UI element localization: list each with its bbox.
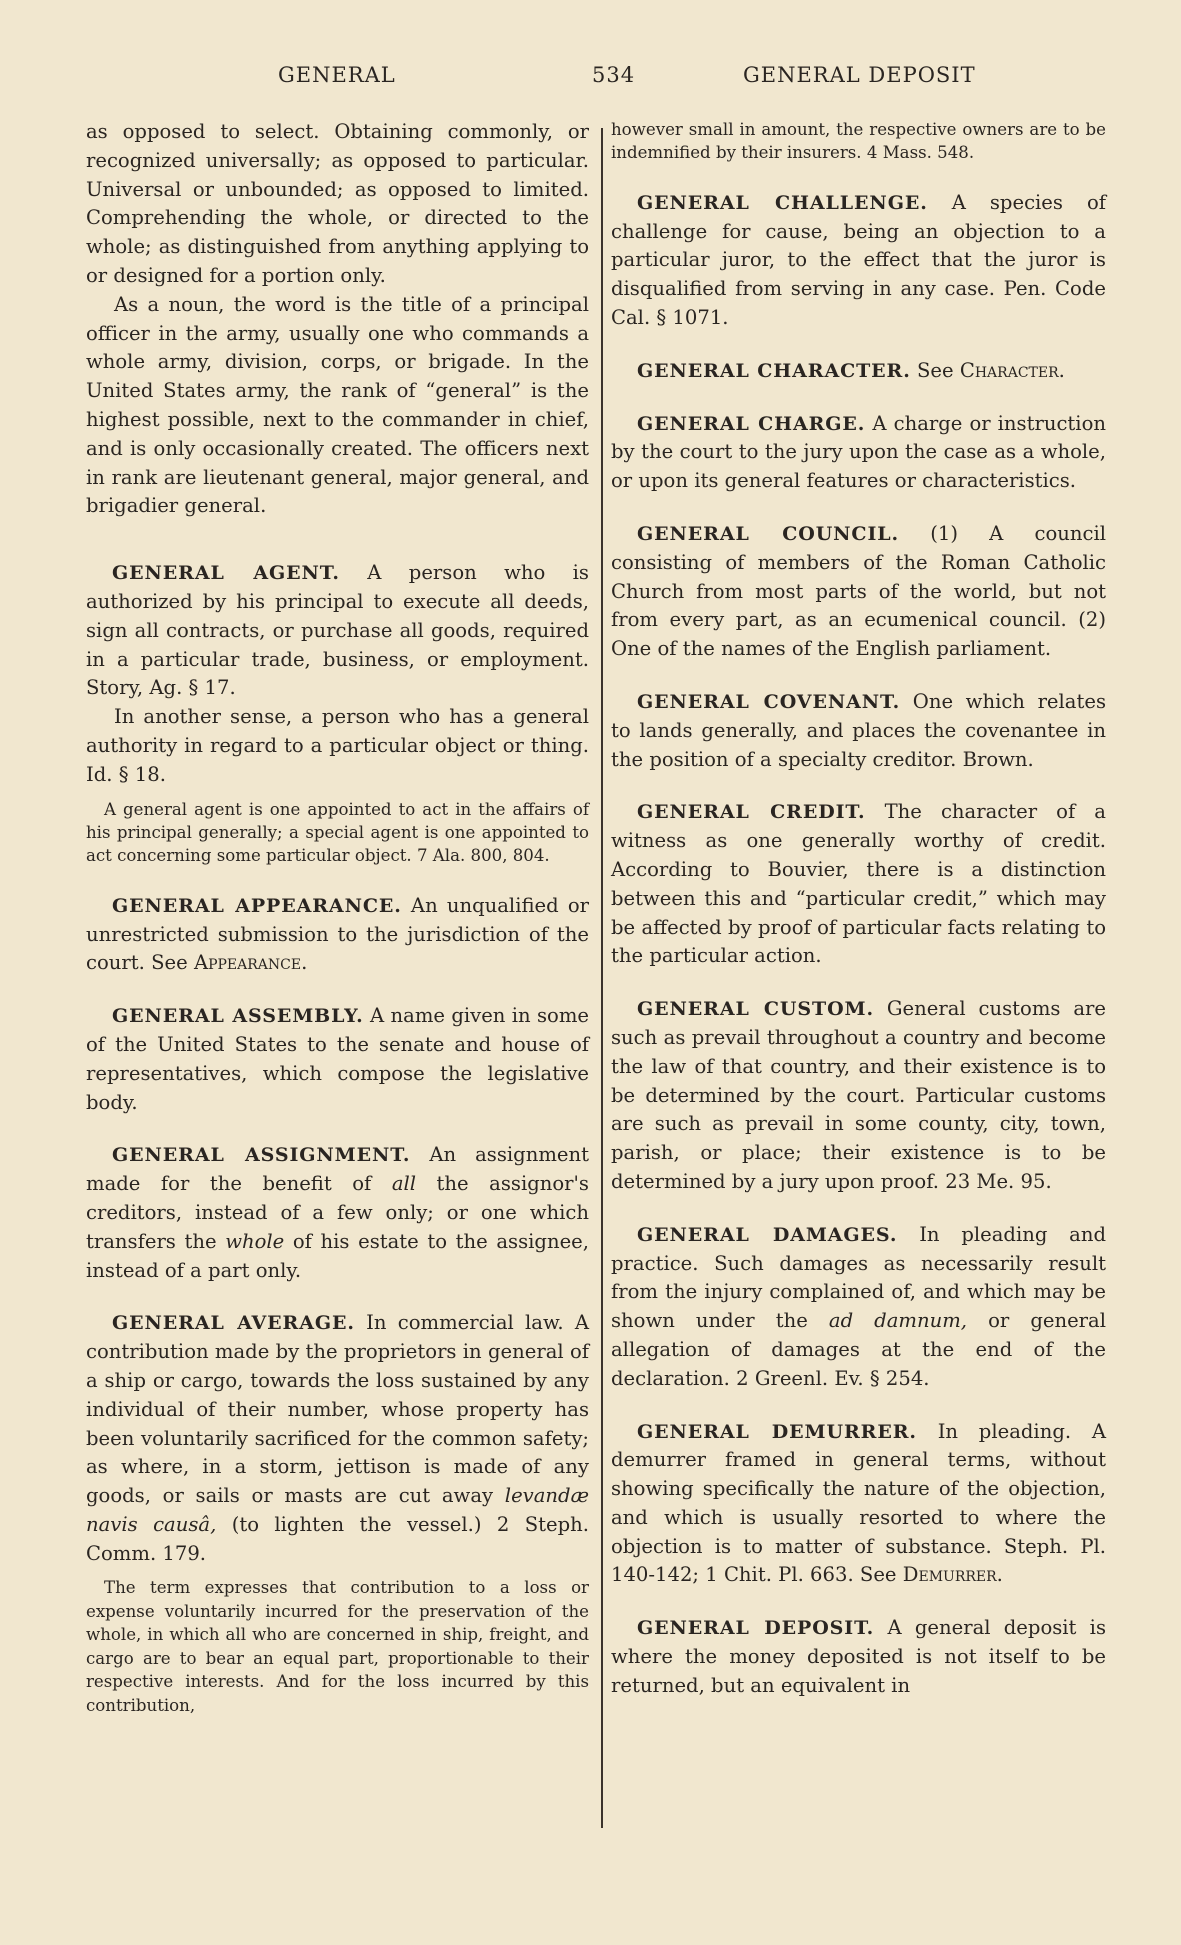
cross-reference: Demurrer.	[902, 1563, 1003, 1587]
entry-definition: An assignment made for the benefit of	[86, 1143, 589, 1196]
entry-definition: An unqualified or unrestricted submission to the jurisdiction of the court. See	[86, 893, 589, 975]
entry-general-credit	[611, 798, 1106, 971]
entry-definition: A name given in some of the United States to the senate and house of representatives, which compose the legislative body.	[86, 1004, 590, 1114]
entry-term: GENERAL AVERAGE.	[112, 1312, 355, 1335]
entry-term: GENERAL COUNCIL.	[637, 522, 900, 545]
entry-general-charge	[611, 410, 1106, 496]
entry-term: GENERAL ASSIGNMENT.	[112, 1144, 411, 1167]
entry-term: GENERAL DEPOSIT.	[637, 1617, 875, 1640]
entry-definition: or general allegation of damages at the end of the declaration. 2 Greenl. Ev. § 254.	[611, 1309, 1106, 1390]
cross-reference: Appearance.	[193, 951, 308, 975]
entry-definition: A charge or instruction by the court to the jury upon the case as a whole, or upon its general features or characteristics.	[611, 411, 1106, 493]
entry-term: GENERAL CHARGE.	[637, 412, 866, 435]
entry-note: A general agent is one appointed to act in the affairs of his principal generally; a special agent is one appointed to act concerning some particular object. 7 Ala. 800, 804.	[86, 799, 589, 866]
entry-term: GENERAL CHALLENGE.	[637, 191, 928, 214]
entry-general-appearance	[86, 892, 589, 978]
entry-general-character	[611, 357, 1106, 386]
entry-definition: (to lighten the vessel.) 2 Steph. Comm. 179.	[86, 1512, 589, 1565]
running-head-right: GENERAL DEPOSIT	[743, 63, 976, 87]
entry-definition: In commercial law. A contribution made by the proprietors in general of a ship or cargo, towards the loss sustained by any individual of their number, whose property has been voluntarily sacrificed for the common safety; as where, in a storm, jettison is made of any goods, or sails or masts are cut away	[86, 1311, 590, 1508]
continued-note: however small in amount, the respective owners are to be indemnified by their insurers. 4 Mass. 548.	[611, 120, 1106, 163]
entry-general-demurrer	[611, 1418, 1106, 1591]
entry-note: The term expresses that contribution to a loss or expense voluntarily incurred for the preservation of the whole, in which all who are concerned in ship, freight, and cargo are to bear an equal part, proportionable to their respective interests. And for the loss incurred by this contribution,	[86, 1578, 589, 1715]
entry-definition: the assignor's creditors, instead of a few only; or one which transfers the	[86, 1172, 589, 1253]
entry-definition: A species of challenge for cause, being an objection to a particular juror, to the effect that the juror is disqualified from serving in any case. Pen. Code Cal. § 1071.	[611, 190, 1106, 329]
entry-general-assignment	[86, 1141, 589, 1285]
entry-general-covenant	[611, 688, 1106, 774]
entry-term: GENERAL ASSEMBLY.	[112, 1005, 364, 1028]
entry-definition: One which relates to lands generally, and places the covenantee in the position of a specialty creditor. Brown.	[611, 689, 1106, 771]
page-number: 534	[592, 63, 636, 87]
cross-reference: Character.	[959, 358, 1065, 382]
entry-definition: of his estate to the assignee, instead of a part only.	[86, 1229, 590, 1282]
column-divider	[601, 128, 603, 1828]
entry-term: GENERAL CUSTOM.	[637, 998, 874, 1021]
entry-general-assembly	[86, 1002, 589, 1117]
entry-term: GENERAL CREDIT.	[637, 801, 866, 824]
entry-term: GENERAL CHARACTER.	[637, 359, 911, 382]
general-noun-paragraph: As a noun, the word is the title of a principal officer in the army, usually one who commands a whole army, division, corps, or brigade. In the United States army, the rank of “general” is the highest possible, next to the commander in chief, and is only occasionally created. The officers next in rank are lieutenant general, major general, and brigadier general.	[86, 292, 589, 518]
entry-definition: A person who is authorized by his principal to execute all deeds, sign all contracts, or purchase all goods, required in a particular trade, business, or employment. Story, Ag. § 17.	[86, 561, 589, 700]
entry-definition: In pleading and practice. Such damages as necessarily result from the injury complained of, and which may be shown under the	[611, 1222, 1107, 1333]
entry-term: GENERAL DEMURRER.	[637, 1420, 917, 1443]
entry-definition: A general deposit is where the money deposited is not itself to be returned, but an equivalent in	[611, 1616, 1106, 1697]
entry-term: GENERAL DAMAGES.	[637, 1223, 898, 1246]
left-column	[86, 118, 589, 1717]
entry-term: GENERAL COVENANT.	[637, 690, 901, 713]
entry-definition: (1) A council consisting of members of the Roman Catholic Church from most parts of the world, but not from every part, as an ecumenical council. (2) One of the names of the English parliament.	[611, 521, 1106, 661]
right-column	[611, 118, 1106, 1701]
entry-general-agent	[86, 559, 589, 703]
entry-general-deposit	[611, 1614, 1106, 1700]
latin-phrase: ad damnum,	[828, 1309, 968, 1333]
entry-definition: The character of a witness as one generally worthy of credit. According to Bouvier, there is a distinction between this and “particular credit,” which may be affected by proof of particular facts relating to the particular action.	[611, 800, 1106, 968]
entry-definition: General customs are such as prevail throughout a country and become the law of that country, and their existence is to be determined by the court. Particular customs are such as prevail in some county, city, town, parish, or place; their existence is to be determined by a jury upon proof. 23 Me. 95.	[611, 997, 1106, 1193]
entry-general-council	[611, 520, 1106, 664]
entry-general-challenge	[611, 189, 1106, 333]
entry-paragraph: In another sense, a person who has a general authority in regard to a particular object or thing. Id. § 18.	[86, 705, 589, 786]
entry-general-average	[86, 1309, 589, 1568]
entry-definition: In pleading. A demurrer framed in general terms, without showing specifically the nature of the objection, and which is usually resorted to where the objection is to matter of substance. Steph. Pl. 140-142; 1 Chit. Pl. 663. See	[611, 1419, 1106, 1587]
emphasis: whole	[225, 1229, 285, 1253]
entry-general-custom	[611, 995, 1106, 1197]
entry-definition: See	[917, 358, 954, 382]
emphasis: all	[391, 1172, 417, 1196]
running-head-left: GENERAL	[278, 63, 396, 87]
entry-term: GENERAL APPEARANCE.	[112, 894, 402, 917]
general-definition-paragraph: as opposed to select. Obtaining commonly, or recognized universally; as opposed to particular. Universal or unbounded; as opposed to limited. Comprehending the whole, or directed to the whole; as distinguished from anything applying to or designed for a portion only.	[86, 120, 589, 287]
latin-phrase: levandæ navis causâ,	[86, 1484, 589, 1536]
entry-general-damages	[611, 1221, 1106, 1394]
entry-term: GENERAL AGENT.	[112, 562, 340, 585]
